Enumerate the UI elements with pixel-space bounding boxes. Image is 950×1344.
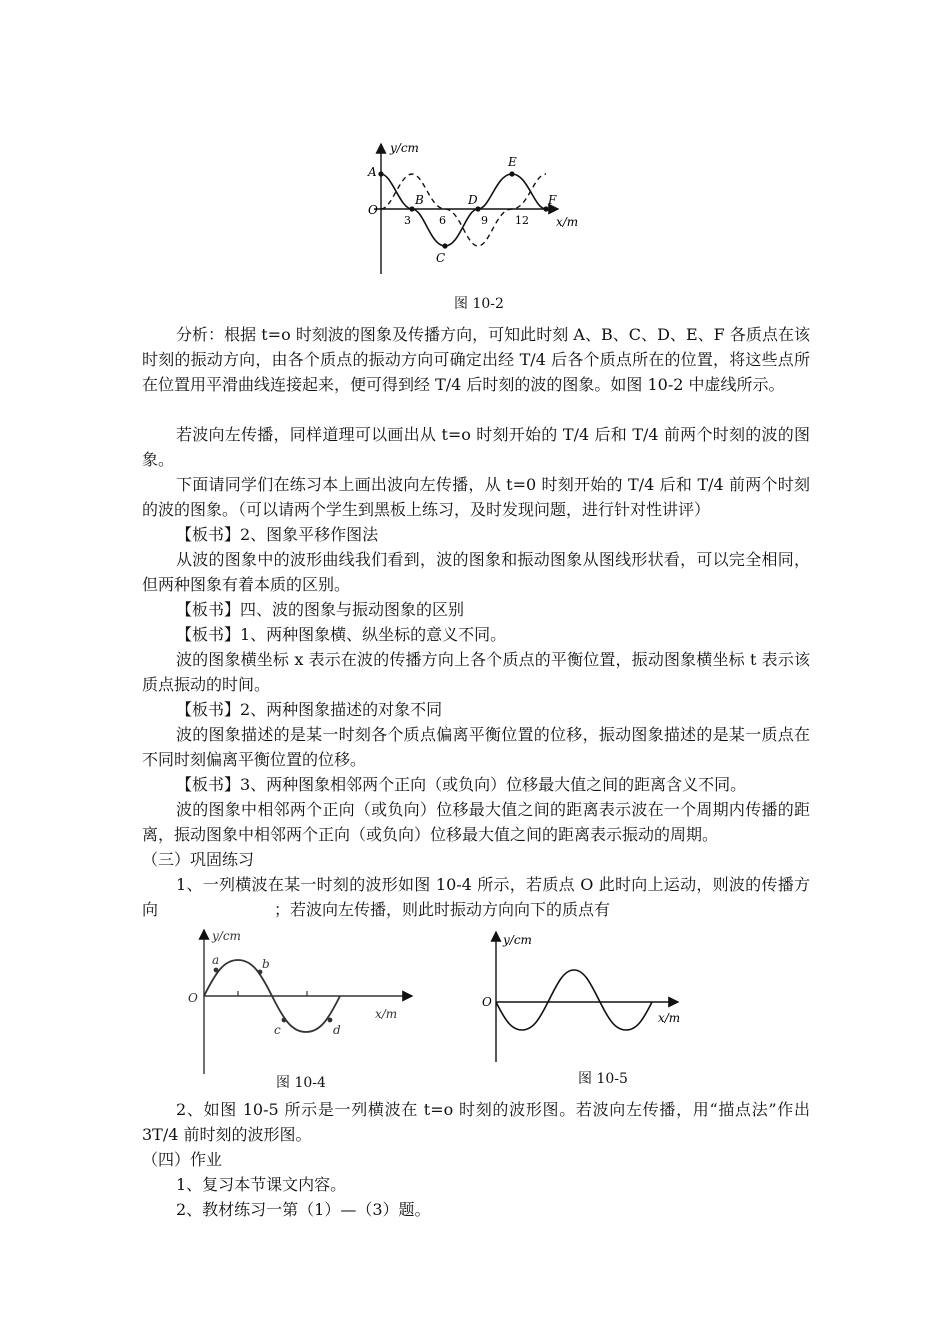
tick-label: 12	[515, 214, 529, 227]
paragraph-axes-meaning: 波的图象横坐标 x 表示在波的传播方向上各个质点的平衡位置，振动图象横坐标 t 表示该质点振动的时间。	[142, 650, 810, 694]
board-note-2: 【板书】2、图象平移作图法	[176, 525, 379, 544]
question-1	[142, 872, 810, 922]
question-1-part-b: ；若波向左传播，则此时振动方向向下的质点有	[274, 900, 611, 919]
paragraph-exercise-intro: 下面请同学们在练习本上画出波向左传播，从 t=0 时刻开始的 T/4 后和 T/4 前两个时刻的波的图象。（可以请两个学生到黑板上练习，及时发现问题，进行针对性讲评）	[142, 475, 810, 519]
figure-10-2-caption: 图 10-2	[454, 296, 504, 312]
solid-wave	[381, 174, 546, 246]
point-label: d	[333, 1023, 341, 1037]
dashed-wave	[381, 174, 546, 246]
question-1-part-a: 1、一列横波在某一时刻的波形如图 10-4 所示，若质点 O 此时向上运动，则波的传播方向	[142, 875, 810, 919]
paragraph-left-propagation: 若波向左传播，同样道理可以画出从 t=o 时刻开始的 T/4 后和 T/4 前两个时刻的波的图象。	[142, 425, 810, 469]
origin-label: O	[188, 991, 198, 1005]
point-label: c	[274, 1023, 281, 1037]
paragraph-waveform: 从波的图象中的波形曲线我们看到，波的图象和振动图象从图线形状看，可以完全相同，但两种图象有着本质的区别。	[142, 550, 810, 594]
point-label: a	[212, 953, 220, 967]
board-note-section-4: 【板书】四、波的图象与振动图象的区别	[176, 600, 465, 619]
board-note-axes: 【板书】1、两种图象横、纵坐标的意义不同。	[176, 625, 507, 644]
x-label: x/m	[375, 1007, 398, 1021]
figure-10-4	[180, 922, 430, 1090]
y-label: y/cm	[390, 141, 419, 155]
point-label: D	[468, 193, 478, 207]
figure-10-5-caption: 图 10-5	[578, 1071, 628, 1087]
point-label: E	[508, 155, 517, 169]
homework-item-2: 2、教材练习一第（1）—（3）题。	[176, 1200, 431, 1219]
point-label: b	[262, 957, 270, 971]
figure-10-4-caption: 图 10-4	[276, 1075, 326, 1091]
figure-10-5	[476, 926, 686, 1066]
paragraph-objects: 波的图象描述的是某一时刻各个质点偏离平衡位置的位移，振动图象描述的是某一质点在不同时刻偏离平衡位置的位移。	[142, 725, 810, 769]
origin-label: O	[482, 995, 492, 1009]
y-label: y/cm	[212, 929, 241, 943]
wave-curve	[496, 970, 652, 1030]
board-note-objects: 【板书】2、两种图象描述的对象不同	[176, 700, 443, 719]
figure-10-2	[360, 134, 590, 280]
paragraph-distance: 波的图象中相邻两个正向（或负向）位移最大值之间的距离表示波在一个周期内传播的距离，振动图象中相邻两个正向（或负向）位移最大值之间的距离表示振动的周期。	[142, 800, 810, 844]
point-label: B	[415, 193, 424, 207]
x-label: x/m	[556, 215, 579, 229]
section-heading-homework: （四）作业	[142, 1150, 223, 1169]
point-label: C	[436, 251, 446, 265]
question-2: 2、如图 10-5 所示是一列横波在 t=o 时刻的波形图。若波向左传播，用“描点法”作出 3T/4 前时刻的波形图。	[142, 1100, 810, 1144]
y-label: y/cm	[503, 933, 532, 947]
board-note-distance: 【板书】3、两种图象相邻两个正向（或负向）位移最大值之间的距离含义不同。	[176, 775, 747, 794]
point-label: F	[548, 193, 557, 207]
x-label: x/m	[658, 1011, 681, 1025]
origin-label: O	[368, 203, 378, 217]
section-heading-practice: （三）巩固练习	[142, 850, 255, 869]
tick-label: 3	[404, 214, 411, 227]
tick-label: 9	[481, 214, 488, 227]
point-label: A	[368, 165, 377, 179]
tick-label: 6	[439, 214, 446, 227]
homework-item-1: 1、复习本节课文内容。	[176, 1175, 347, 1194]
paragraph-analysis: 分析：根据 t=o 时刻波的图象及传播方向，可知此时刻 A、B、C、D、E、F 各质点在该时刻的振动方向，由各个质点的振动方向可确定出经 T/4 后各个质点所在的位置，将这些点所在位置用平滑曲线连接起来，便可得到经 T/4 后时刻的波的图象。如图 10-2 中虚线所示。	[142, 325, 810, 394]
